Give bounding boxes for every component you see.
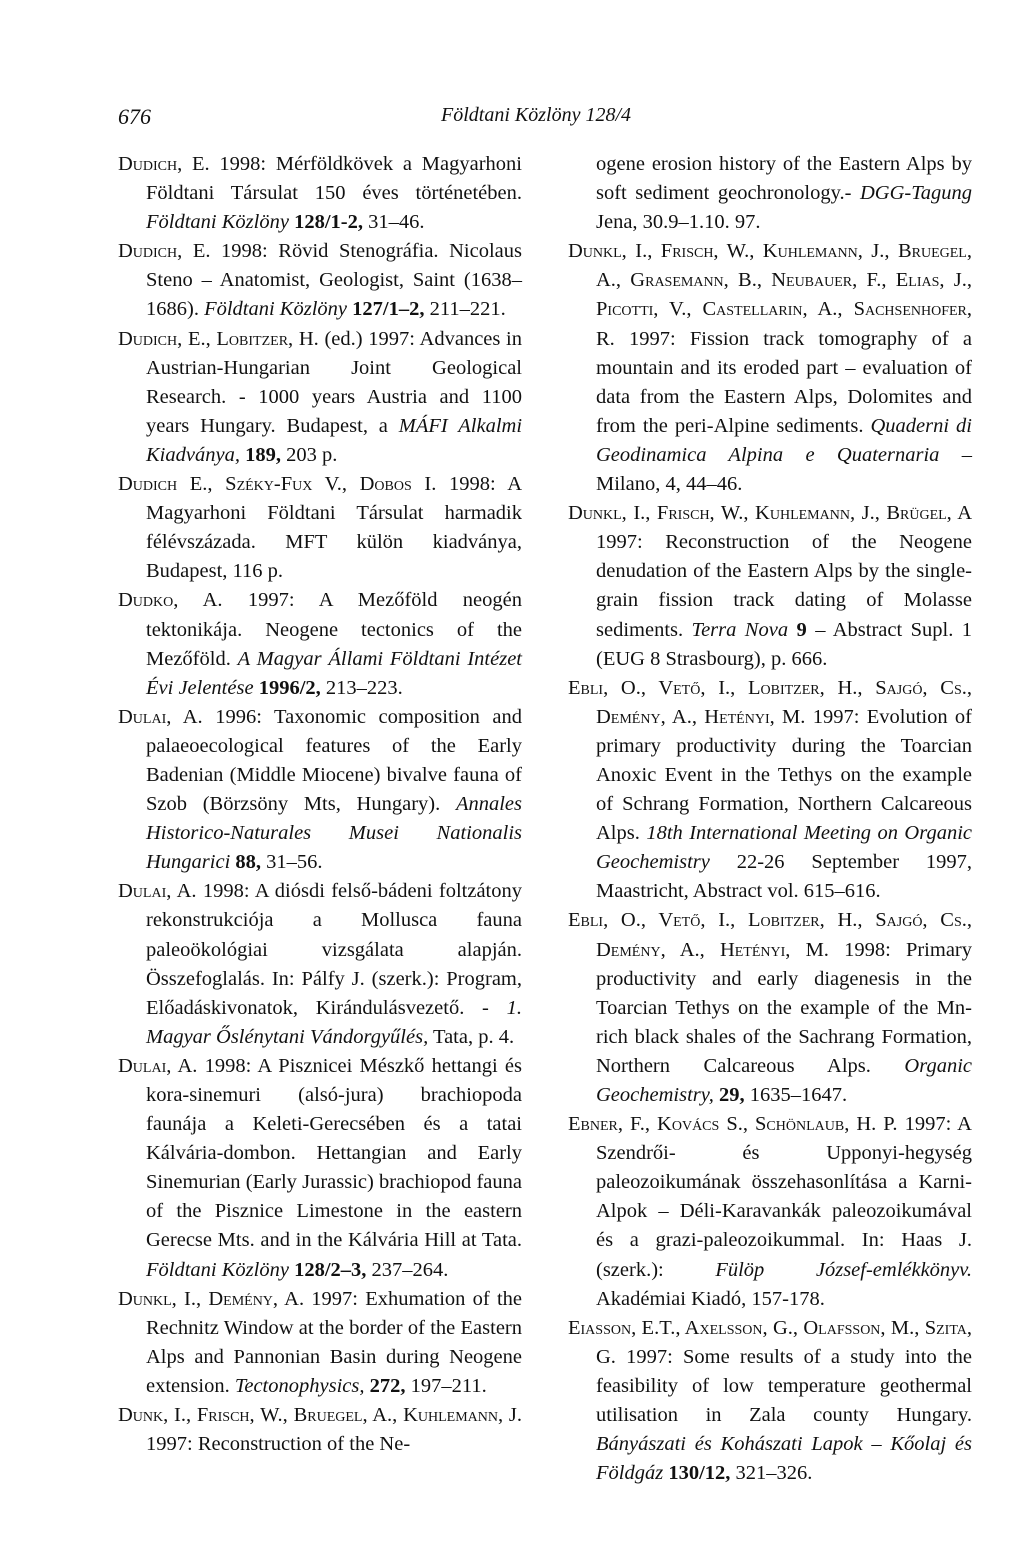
ref-pages: 321–326. bbox=[730, 1462, 813, 1485]
ref-author: Ebner, F., Kovács S., Schönlaub, H. P. bbox=[568, 1113, 898, 1136]
ref-source: Tectonophysics, bbox=[234, 1374, 365, 1397]
reference-entry bbox=[568, 906, 972, 1110]
reference-entry bbox=[118, 703, 522, 878]
reference-entry bbox=[568, 1314, 972, 1489]
ref-source: DGG-Tagung bbox=[859, 182, 972, 205]
ref-author: Dulai, A. bbox=[118, 1054, 198, 1077]
reference-entry bbox=[568, 499, 972, 674]
ref-pages: 197–211. bbox=[405, 1374, 487, 1397]
ref-source: 18th International Meeting on Organic Geochemistry bbox=[596, 822, 972, 874]
ref-text: 1998: A Magyarhoni Földtani Társulat harmadik félévszázada. MFT külön kiadványa, Budapest, 116 p. bbox=[146, 473, 522, 583]
ref-volume: 127/1–2, bbox=[347, 298, 425, 321]
ref-author: Dulai, A. bbox=[118, 880, 197, 903]
ref-source: Fülöp József-emlékkönyv. bbox=[715, 1258, 972, 1281]
left-column bbox=[118, 150, 522, 1459]
ref-text: 1997: A Szendrői- és Upponyi-hegység paleozoikumának összehasonlítása a Karni-Alpok – Déli-Karavankák paleozoikumával és a grazi-paleozoikummal. In: Haas J. (szerk.): bbox=[596, 1113, 972, 1281]
ref-text: 1998: A Pisznicei Mészkő hettangi és kora-sinemuri (alsó-jura) brachiopoda faunája a Keleti-Gerecsében és a tatai Kálvária-dombon. Hettangian and Early Sinemurian (Early Jurassic) brachiopod fauna of the Pisznice Limestone in the eastern Gerecse Mts. and in the Kálvária Hill at Tata. bbox=[146, 1054, 522, 1252]
ref-volume: 130/12, bbox=[663, 1462, 731, 1485]
reference-entry bbox=[118, 325, 522, 470]
ref-volume: 1996/2, bbox=[253, 676, 321, 699]
reference-entry bbox=[118, 1401, 522, 1459]
ref-volume: 88, bbox=[230, 851, 262, 874]
right-column bbox=[568, 150, 972, 1488]
ref-author: Eiasson, E.T., Axelsson, G., Olafsson, M., Szita, G. bbox=[568, 1316, 972, 1368]
ref-author: Dudich, E., Lobitzer, H. bbox=[118, 327, 319, 350]
ref-pages: 31–56. bbox=[261, 851, 323, 874]
reference-entry bbox=[568, 237, 972, 499]
ref-author: Dudich, E. bbox=[118, 240, 211, 263]
reference-continuation bbox=[568, 150, 972, 237]
reference-entry bbox=[118, 877, 522, 1052]
ref-author: Ebli, O., Vető, I., Lobitzer, H., Sajgó, Cs., Demény, A., Hetényi, M. bbox=[568, 676, 972, 728]
ref-text: 1997: Reconstruction of the Neogene denudation of the Eastern Alps by the single-grain fission track dating of Molasse sediments. bbox=[596, 531, 972, 641]
ref-author: Dunkl, I., Frisch, W., Kuhlemann, J., Brügel, A bbox=[568, 502, 972, 525]
ref-text: 1997: Evolution of primary productivity during the Toarcian Anoxic Event in the Tethys on the example of Schrang Formation, Northern Calcareous Alps. bbox=[596, 705, 972, 845]
ref-text: 1998: Rövid Stenográfia. Nicolaus Steno – Anatomist, Geologist, Saint (1638–1686). bbox=[146, 240, 522, 321]
ref-source: Földtani Közlöny bbox=[146, 1258, 289, 1281]
ref-pages: 31–46. bbox=[362, 211, 425, 234]
ref-source: Terra Nova bbox=[691, 618, 789, 641]
page-header bbox=[118, 104, 954, 134]
ref-author: Dunkl, I., Frisch, W., Kuhlemann, J., Bruegel, A., Grasemann, B., Neubauer, F., Elias, J., Picotti, V., Castellarin, A., Sachsenhofer, R. bbox=[568, 240, 972, 350]
running-title: Földtani Közlöny 128/4 bbox=[441, 104, 631, 126]
ref-source: Földtani Közlöny bbox=[204, 298, 348, 321]
ref-pages: Akadémiai Kiadó, 157-178. bbox=[596, 1287, 825, 1310]
ref-source: Földtani Közlöny bbox=[146, 211, 289, 234]
ref-text: 1997: Reconstruction of the Ne- bbox=[146, 1433, 411, 1456]
ref-source: Organic Geochemistry, bbox=[596, 1054, 972, 1106]
ref-author: Dudko, A. bbox=[118, 589, 223, 612]
ref-pages: Tata, p. 4. bbox=[428, 1025, 515, 1048]
reference-entry bbox=[118, 150, 522, 237]
ref-pages: 213–223. bbox=[320, 676, 403, 699]
ref-source: 1. Magyar Őslénytani Vándorgyűlés, bbox=[146, 996, 522, 1048]
reference-entry bbox=[568, 674, 972, 907]
ref-author: Dunkl, I., Demény, A. bbox=[118, 1287, 305, 1310]
ref-source: MÁFI Alkalmi Kiadványa, bbox=[146, 414, 523, 466]
ref-author: Dunk, I., Frisch, W., Bruegel, A., Kuhlemann, J. bbox=[118, 1404, 522, 1427]
reference-entry bbox=[118, 237, 522, 324]
reference-entry bbox=[118, 1052, 522, 1285]
ref-source: Annales Historico-Naturales Musei Nationalis Hungarici bbox=[146, 793, 522, 874]
ref-author: Ebli, O., Vető, I., Lobitzer, H., Sajgó, Cs., Demény, A., Hetényi, M. bbox=[568, 909, 972, 961]
ref-text: 1998: Primary productivity and early diagenesis in the Toarcian Tethys on the example of the Mn-rich black shales of the Sachrang Formation, Northern Calcareous Alps. bbox=[596, 938, 972, 1077]
ref-source: Bányászati és Kohászati Lapok – Kőolaj és Földgáz bbox=[596, 1433, 972, 1485]
ref-volume: 9 bbox=[788, 618, 807, 641]
ref-text: 1998: A diósdi felső-bádeni foltzátony rekonstrukciója a Mollusca fauna paleoökológiai vizsgálata alapján. Összefoglalás. In: Pálfy J. (szerk.): Program, Előadáskivonatok, Kirándulásvezető. - bbox=[146, 880, 522, 1019]
ref-pages: 211–221. bbox=[424, 298, 506, 321]
ref-author: Dulai, A. bbox=[118, 705, 203, 728]
ref-pages: 237–264. bbox=[366, 1258, 449, 1281]
ref-text: 1997: Exhumation of the Rechnitz Window at the border of the Eastern Alps and Pannonian Basin during Neogene extension. bbox=[146, 1287, 523, 1397]
ref-pages: Jena, 30.9–1.10. 97. bbox=[596, 211, 761, 234]
ref-pages: – Abstract Supl. 1 (EUG 8 Strasbourg), p. 666. bbox=[596, 618, 973, 670]
ref-author: Dudich E., Széky-Fux V., Dobos I. bbox=[118, 473, 437, 496]
ref-author: Dudich, E. bbox=[118, 153, 210, 175]
ref-volume: 128/1-2, bbox=[288, 211, 363, 234]
reference-entry bbox=[118, 1285, 522, 1401]
ref-source: A Magyar Állami Földtani Intézet Évi Jelentése bbox=[146, 647, 522, 699]
ref-text: 1998: Mérföldkövek a Magyarhoni Földtani Társulat 150 éves történetében. bbox=[146, 153, 522, 205]
ref-text: 1996: Taxonomic composition and palaeoecological features of the Early Badenian (Middle Miocene) bivalve fauna of Szob (Börzsöny Mts, Hungary). bbox=[146, 705, 522, 816]
ref-pages: – Milano, 4, 44–46. bbox=[596, 443, 973, 496]
ref-text: (ed.) 1997: Advances in Austrian-Hungarian Joint Geological Research. - 1000 years Austria and 1100 years Hungary. Budapest, a bbox=[146, 327, 522, 437]
ref-text: 1997: Some results of a study into the feasibility of low temperature geothermal utilisation in Zala county Hungary. bbox=[596, 1345, 972, 1427]
ref-volume: 29, bbox=[713, 1084, 745, 1106]
ref-source: Quaderni di Geodinamica Alpina e Quaternaria bbox=[596, 414, 972, 466]
reference-entry bbox=[118, 470, 522, 586]
ref-pages: 1635–1647. bbox=[744, 1084, 848, 1106]
reference-entry bbox=[568, 1110, 972, 1314]
ref-text: ogene erosion history of the Eastern Alps by soft sediment geochronology.- bbox=[596, 153, 972, 205]
ref-text: 1997: Fission track tomography of a mountain and its eroded part – evaluation of data from the Eastern Alps, Dolomites and from the peri-Alpine sediments. bbox=[596, 327, 972, 437]
page-number: 676 bbox=[118, 104, 151, 129]
ref-volume: 128/2–3, bbox=[288, 1258, 367, 1281]
ref-pages: 203 p. bbox=[280, 443, 338, 466]
ref-volume: 189, bbox=[239, 443, 281, 466]
ref-pages: 22-26 September 1997, Maastricht, Abstract vol. 615–616. bbox=[596, 851, 972, 903]
ref-text: 1997: A Mezőföld neogén tektonikája. Neogene tectonics of the Mezőföld. bbox=[146, 589, 522, 670]
ref-volume: 272, bbox=[364, 1374, 406, 1397]
reference-entry bbox=[118, 586, 522, 702]
